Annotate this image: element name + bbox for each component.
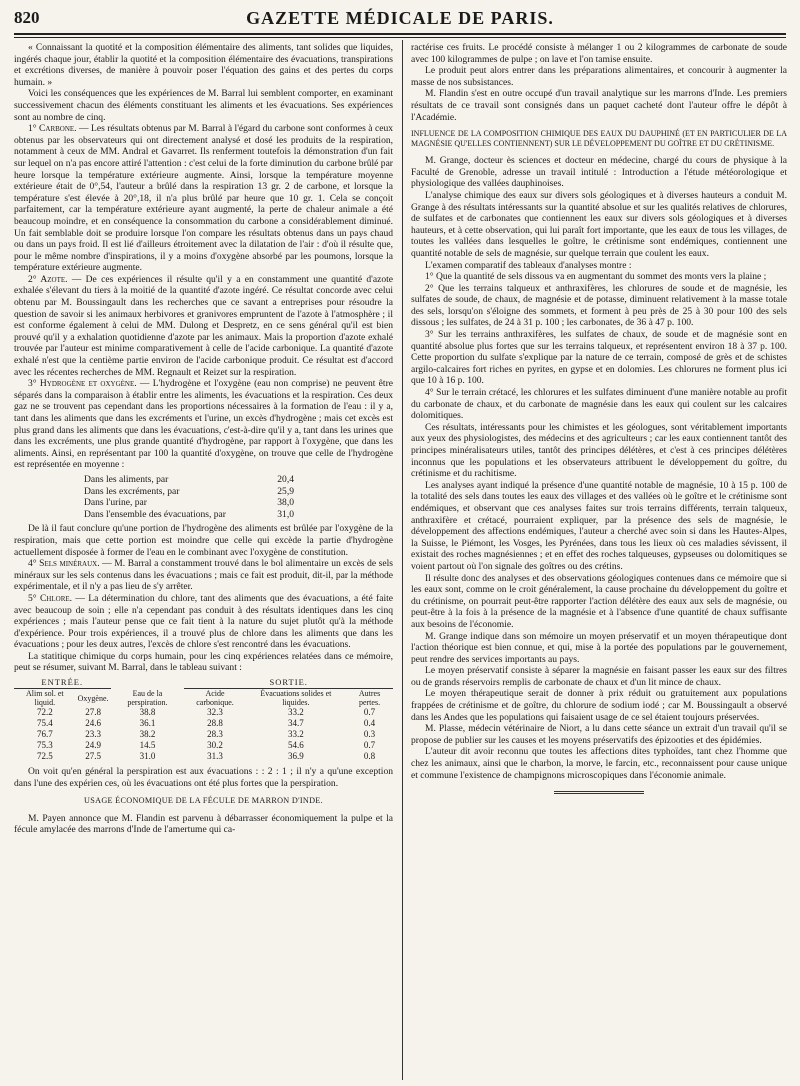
statistics-table bbox=[14, 677, 393, 762]
therapeutique-paragraph: Le moyen thérapeutique serait de donner à prix réduit ou gratuitement aux populations frappées de crétinisme et de goître, du chlorure de sodium iodé ; car M. Boussingault a observé dans les Andes que les populations qui faisaient usage de ce sel étaient toujours préservées. bbox=[411, 688, 787, 723]
table-cell: 72.5 bbox=[36, 751, 53, 762]
column-header: Autres pertes. bbox=[358, 689, 381, 708]
table-cell: 0.3 bbox=[363, 729, 376, 740]
table-cell: 28.8 bbox=[207, 718, 223, 729]
grange-paragraph: M. Grange, docteur ès sciences et docteur en médecine, chargé du cours de physique à la Faculté de Grenoble, adresse un travail intitulé : Introduction a l'étude météorologique et physiologique des vallées dauphinoises. bbox=[411, 155, 787, 190]
ratio-row: Dans l'ensemble des évacuations, par 31,0 bbox=[84, 508, 294, 520]
plasse-paragraph: M. Plasse, médecin vétérinaire de Niort, a lu dans cette séance un extrait d'un travail qu'il se propose de publier sur les causes et les moyens préservatifs des épizooties et des épidémies. bbox=[411, 723, 787, 746]
chlore-paragraph bbox=[14, 593, 393, 651]
right-column bbox=[411, 42, 787, 794]
ratio-row: Dans les aliments, par 20,4 bbox=[84, 473, 294, 485]
table-cell: 36.9 bbox=[287, 751, 304, 762]
indique-paragraph: M. Grange indique dans son mémoire un moyen préservatif et un moyen thérapeutique dont l'action théorique est bien connue, et qui, mise à la portée des populations par le gouvernement, peut rendre des services importants au pays. bbox=[411, 630, 787, 665]
table-cell: 32.3 bbox=[207, 707, 223, 718]
resulte-paragraph: Il résulte donc des analyses et des observations géologiques contenues dans ce mémoire que si les eaux sont, comme on le croit généralement, la cause prochaine du développement du goître et du crétinisme, on pourrait peut-être rapporter l'action délétère des eaux aux sels de magnésie, ou peut-être à la fois à la présence de la magnésie et à l'absence d'une quantité de chaux suffisante aux besoins de l'économie. bbox=[411, 572, 787, 630]
table-cell: 76.7 bbox=[36, 729, 53, 740]
table-cell: 36.1 bbox=[139, 718, 156, 729]
finding-4: 4° Sur le terrain crétacé, les chlorures et les sulfates diminuent d'une manière notable au profit du carbonate de chaux, et du carbonate de magnésie dans les eaux qui coulent sur les calcaires dolomitiques. bbox=[411, 387, 787, 422]
end-rule bbox=[554, 791, 644, 794]
table-cell: 0.7 bbox=[363, 707, 376, 718]
finding-1: 1° Que la quantité de sels dissous va en augmentant du sommet des monts vers la plaine ; bbox=[425, 271, 767, 283]
conclusion-paragraph: De là il faut conclure qu'une portion de l'hydrogène des aliments est brûlée par l'oxygène de la respiration, mais que cette portion est moindre que celle qui excède la partie d'hydrogène actuellement disposée à former de l'eau en le combinant avec l'oxygène de constitution. bbox=[14, 523, 393, 558]
group-entree: ENTRÉE. bbox=[14, 677, 111, 689]
hydrogene-text: — L'hydrogène et l'oxygène (eau non comprise) ne peuvent être séparés dans la comparaison à établir entre les aliments, les évacuations et la respiration. Ces deux gaz ne se trouvent pas cependant dans les proportions nécessaires à la formation de l'eau : il y a, tant dans les aliments que dans les excréments et l'urine, un excès d'hydrogène ; mais cet excès est plus grand dans les aliments que dans les évacuations, c'est-à-dire qu'il y a, tant dans les urines que dans les excréments, une plus grande quantité d'hydrogène, par rapport à l'oxygène, que dans les aliments. Ainsi, en représentant par 100 la quantité d'oxygène, on trouve que celle de l'hydrogène est représentée en moyenne : bbox=[14, 378, 393, 471]
table-header-row bbox=[14, 689, 393, 708]
table-cell: 33.2 bbox=[287, 707, 304, 718]
column-header: Alim sol. et liquid. bbox=[26, 689, 64, 708]
table-cell: 30.2 bbox=[207, 740, 223, 751]
column-header: Oxygène. bbox=[77, 693, 109, 703]
azote-label: 2° Azote. bbox=[28, 273, 68, 285]
group-sortie: SORTIE. bbox=[184, 677, 393, 689]
section-heading: INFLUENCE DE LA COMPOSITION CHIMIQUE DES EAUX DU DAUPHINÉ (ET EN PARTICULIER DE LA MAGNÉSIE QU'ELLES CONTIENNENT) SUR LE DÉVELOPPEMENT DU GOÎTRE ET DU CRÉTINISME. bbox=[411, 129, 787, 149]
carbone-paragraph bbox=[14, 123, 393, 274]
column-divider bbox=[402, 40, 403, 1080]
table-cell: 23.3 bbox=[85, 729, 101, 740]
table-row bbox=[14, 707, 393, 718]
table-cell: 75.4 bbox=[36, 718, 53, 729]
auteur-paragraph: L'auteur dit avoir reconnu que toutes les affections dites typhoïdes, tant chez l'homme que chez les animaux, ainsi que le charbon, la morve, le farcin, etc., reconnaissent pour cause unique et commune l'existence de champignons microscopiques dans l'économie animale. bbox=[411, 746, 787, 781]
table-cell: 0.7 bbox=[363, 740, 376, 751]
journal-title: GAZETTE MÉDICALE DE PARIS. bbox=[246, 8, 554, 28]
finding-3: 3° Sur les terrains anthraxifères, les sulfates de chaux, de soude et de magnésie sont en quantité absolue plus fortes que sur les terrains talqueux, et représentent environ 18 à 37 p. 100. Cette proportion du sulfate s'explique par la nature de ce terrain, composé de grès et de schistes argilo-calcaires fort riches en pyrites, en gypse et en dolomies. Les chlorures ne forment plus ici que 10 à 16 p. 100. bbox=[411, 329, 787, 387]
hydrogene-paragraph bbox=[14, 378, 393, 471]
column-header: Évacuations solides et liquides. bbox=[260, 689, 332, 708]
payen-paragraph: M. Payen annonce que M. Flandin est parvenu à débarrasser économiquement la pulpe et la fécule amylacée des marrons d'Inde de l'amertume qui ca- bbox=[14, 812, 393, 836]
table-comment-paragraph: On voit qu'en général la perspiration est aux évacuations : : 2 : 1 ; il n'y a qu'une exception dans l'une des expérien ces, où les évacuations ont été plus fortes que la perspiration. bbox=[14, 766, 393, 789]
table-row bbox=[14, 751, 393, 762]
azote-paragraph bbox=[14, 274, 393, 378]
analyse-paragraph: L'analyse chimique des eaux sur divers sols géologiques et à diverses hauteurs a conduit M. Grange à des résultats intéressants sur la quantité absolue et sur les qualités relatives de chlorures, de sulfates et de carbonates que contiennent les eaux sur divers sols géologiques et à diverses hauteurs, et à cette observation, qui lui paraît fort importante, que les eaux de tous les villages, de toutes les vallées dans lesquelles le goître, le crétinisme sont endémiques, contiennent une quantité notable de sels de magnésie, sur quelque terrain que coulent les eaux. bbox=[411, 189, 787, 259]
table-cell: 27.8 bbox=[85, 707, 101, 718]
table-row bbox=[14, 740, 393, 751]
table-cell: 24.6 bbox=[85, 718, 101, 729]
resultats-paragraph: Ces résultats, intéressants pour les chimistes et les géologues, sont véritablement importants aux yeux des physiologistes, des médecins et des agriculteurs ; car les eaux contiennent tantôt des principes minéralisateurs utiles, tantôt des principes délétères, et c'est à ces principes délétères inconnus que les populations et les observateurs attribuent le développement du goître, du crétinisme et du rachitisme. bbox=[411, 421, 787, 480]
ratio-row: Dans les excréments, par 25,9 bbox=[84, 485, 294, 497]
continued-paragraph: ractérise ces fruits. Le procédé consiste à mélanger 1 ou 2 kilogrammes de carbonate de soude avec 100 kilogrammes de pulpe ; on lave et l'on tamise ensuite. bbox=[411, 42, 787, 65]
table-cell: 38.2 bbox=[139, 729, 156, 740]
table-cell: 14.5 bbox=[139, 740, 156, 751]
table-cell: 38.8 bbox=[139, 707, 156, 718]
left-column bbox=[14, 42, 393, 836]
table-cell: 54.6 bbox=[287, 740, 304, 751]
header-rule bbox=[14, 33, 786, 35]
header-rule-thin bbox=[14, 37, 786, 38]
column-header: Acide carbonique. bbox=[196, 689, 234, 708]
table-cell: 0.8 bbox=[363, 751, 376, 762]
intro-paragraph: Voici les conséquences que les expériences de M. Barral lui semblent comporter, en examinant successivement chacun des éléments constituant les aliments et les évacuations. Ses expériences sont au nombre de cinq. bbox=[14, 88, 393, 123]
sels-label: 4° Sels minéraux. bbox=[28, 558, 100, 570]
flandin-paragraph: M. Flandin s'est en outre occupé d'un travail analytique sur les marrons d'Inde. Les premiers résultats de ce travail sont consignés dans un paquet cacheté dont l'auteur offre le dépôt à l'Académie. bbox=[411, 88, 787, 123]
produit-paragraph: Le produit peut alors entrer dans les préparations alimentaires, et concourir à augmenter la masse de nos subsistances. bbox=[411, 65, 787, 88]
table-cell: 0.4 bbox=[363, 718, 376, 729]
page-number: 820 bbox=[14, 8, 40, 27]
table-row bbox=[14, 718, 393, 729]
hydrogen-ratio-list bbox=[84, 474, 393, 520]
carbone-label: 1° Carbone. bbox=[28, 123, 77, 135]
page-header bbox=[14, 8, 786, 30]
table-cell: 31.3 bbox=[207, 751, 223, 762]
table-cell: 28.3 bbox=[207, 729, 223, 740]
table-cell: 33.2 bbox=[287, 729, 304, 740]
ratio-row: Dans l'urine, par 38,0 bbox=[84, 497, 294, 509]
chlore-label: 5° Chlore. bbox=[28, 592, 73, 604]
hydrogene-label: 3° Hydrogène et oxygène. bbox=[28, 378, 137, 390]
table-row bbox=[14, 729, 393, 740]
preservatif-paragraph: Le moyen préservatif consiste à séparer la magnésie en faisant passer les eaux sur des filtres ou de grands réservoirs remplis de carbonate de chaux et d'un lit mince de chaux. bbox=[411, 665, 787, 688]
examen-paragraph: L'examen comparatif des tableaux d'analyses montre : bbox=[425, 259, 632, 271]
column-header: Eau de la perspiration. bbox=[127, 688, 168, 707]
table-cell: 75.3 bbox=[36, 740, 53, 751]
sels-paragraph bbox=[14, 558, 393, 593]
carbone-text: — Les résultats obtenus par M. Barral à l'égard du carbone sont conformes à ceux obtenus par les observateurs qui ont directement analysé et dosé les produits de la respiration, notamment à ceux de MM. Andral et Gavarret. Ils renferment toutefois la démonstration d'un fait sur lequel on n'a pas encore attiré l'attention : c'est celui de la forte diminution du carbone brûlé par heure lorsque la température extérieure augmente. Ainsi, lorsque la température moyenne extérieure était de 0°,54, l'auteur a brûlé dans la respiration 13 gr. 2 de carbone, et lorsque la température s'est élevée à 20°,18, il n'a plus brûlé par heure que 10 gr. 1. Cela se conçoit parfaitement, car la température extérieure ayant augmenté, la perte de chaleur animale a été beaucoup moindre, et en conséquence la consommation du carbone a considérablement diminué. Un fait semblable doit se produire lorsque l'on compare les résultats obtenus dans un pays chaud ou dans un pays froid. Il est lié d'ailleurs étroitement avec la dilatation de l'air : d'où il résulte que, pour le même nombre d'inspirations, il y a moins d'oxygène absorbé par les poumons, lorsque la température extérieure augmente. bbox=[14, 123, 394, 274]
table-cell: 24.9 bbox=[85, 740, 101, 751]
table-cell: 72.2 bbox=[36, 707, 53, 718]
quote-paragraph: « Connaissant la quotité et la composition élémentaire des aliments, tant solides que liquides, ingérés chaque jour, établir la quotité et la composition élémentaire des évacuations, transpirations et excrétions diverses, de manière à pouvoir poser l'équation des gains et des pertes du corps humain. » bbox=[14, 42, 393, 88]
analyses-paragraph: Les analyses ayant indiqué la présence d'une quantité notable de magnésie, 10 à 15 p. 100 de la totalité des sels dans toutes les eaux des villages et des vallées où le goître et le crétinisme sont endémiques, et observant que ces analyses faites sur trois terrains différents, terrain talqueux, anthraxifère et crétacé, pourraient expliquer, par la présence des sels de magnésie, le développement des affections endémiques, l'auteur a cherché avec soin si dans les Hautes-Alpes, la Suisse, le Piémont, les Vosges, les Pyrénées, dans tous les lieux où ces maladies sévissent, il existait des roches magnésiennes ; et en effet des roches talqueuses, gypseuses ou dolomitiques se voient partout où l'on signale des goîtres ou des crétins. bbox=[411, 479, 787, 572]
table-cell: 34.7 bbox=[287, 718, 304, 729]
azote-text: — De ces expériences il résulte qu'il y a en constamment une quantité d'azote exhalée s'élevant du tiers à la moitié de la quantité d'azote ingéré. Ce résultat concorde avec celui obtenu par M. Boussingault dans les recherches que ce savant a entreprises pour résoudre la question de savoir si les animaux herbivores et granivores empruntent de l'azote à l'atmosphère ; il est conforme également à celui de MM. Dulong et Despretz, en ce sens général qu'il est bien prouvé qu'il y a exhalation quotidienne d'azote par les animaux. Mais la proportion d'azote exhalé trouvée par l'auteur est minime comparativement à celle de l'acide carbonique. La quantité d'azote exhalé n'est que la centième partie environ de l'acide carbonique produit. Ce résultat est d'accord avec les récentes recherches de MM. Regnault et Reizet sur la respiration. bbox=[14, 273, 393, 378]
section-subheading: USAGE ÉCONOMIQUE DE LA FÉCULE DE MARRON D'INDE. bbox=[84, 796, 323, 806]
chlore-text: — La détermination du chlore, tant des aliments que des évacuations, a été faite avec beaucoup de soin ; elle n'a cependant pas conduit à des résultats identiques dans les cinq expériences ; mais l'auteur pense que ce fait tient à la nature du sujet plutôt qu'à la méthode d'expérience. Pour trois expériences, il a trouvé plus de chlore dans les aliments que dans les évacuations ; pour les deux autres, l'excès de chlore s'est rencontré dans les évacuations. bbox=[14, 592, 393, 651]
sels-text: — M. Barral a constamment trouvé dans le bol alimentaire un excès de sels minéraux sur les sels contenus dans les évacuations ; mais ce fait est produit, dit-il, par la méthode expérimentale, et il n'y a pas lieu de s'y arrêter. bbox=[14, 558, 393, 593]
finding-2: 2° Que les terrains talqueux et anthraxifères, les chlorures de soude et de magnésie, les sulfates de soude, de chaux, de magnésie et de potasse, diminuent relativement à la masse totale des sels, lorsqu'on s'éloigne des sommets, et forment à peu près de 25 à 30 pour 100 des sels dissous ; les sulfates, de 24 à 31 p. 100 ; les carbonates, de 36 à 47 p. 100. bbox=[411, 282, 787, 329]
table-cell: 27.5 bbox=[85, 751, 101, 762]
statique-paragraph: La statitique chimique du corps humain, pour les cinq expériences relatées dans ce mémoire, peut se résumer, suivant M. Barral, dans le tableau suivant : bbox=[14, 650, 393, 674]
table-cell: 31.0 bbox=[139, 751, 156, 762]
